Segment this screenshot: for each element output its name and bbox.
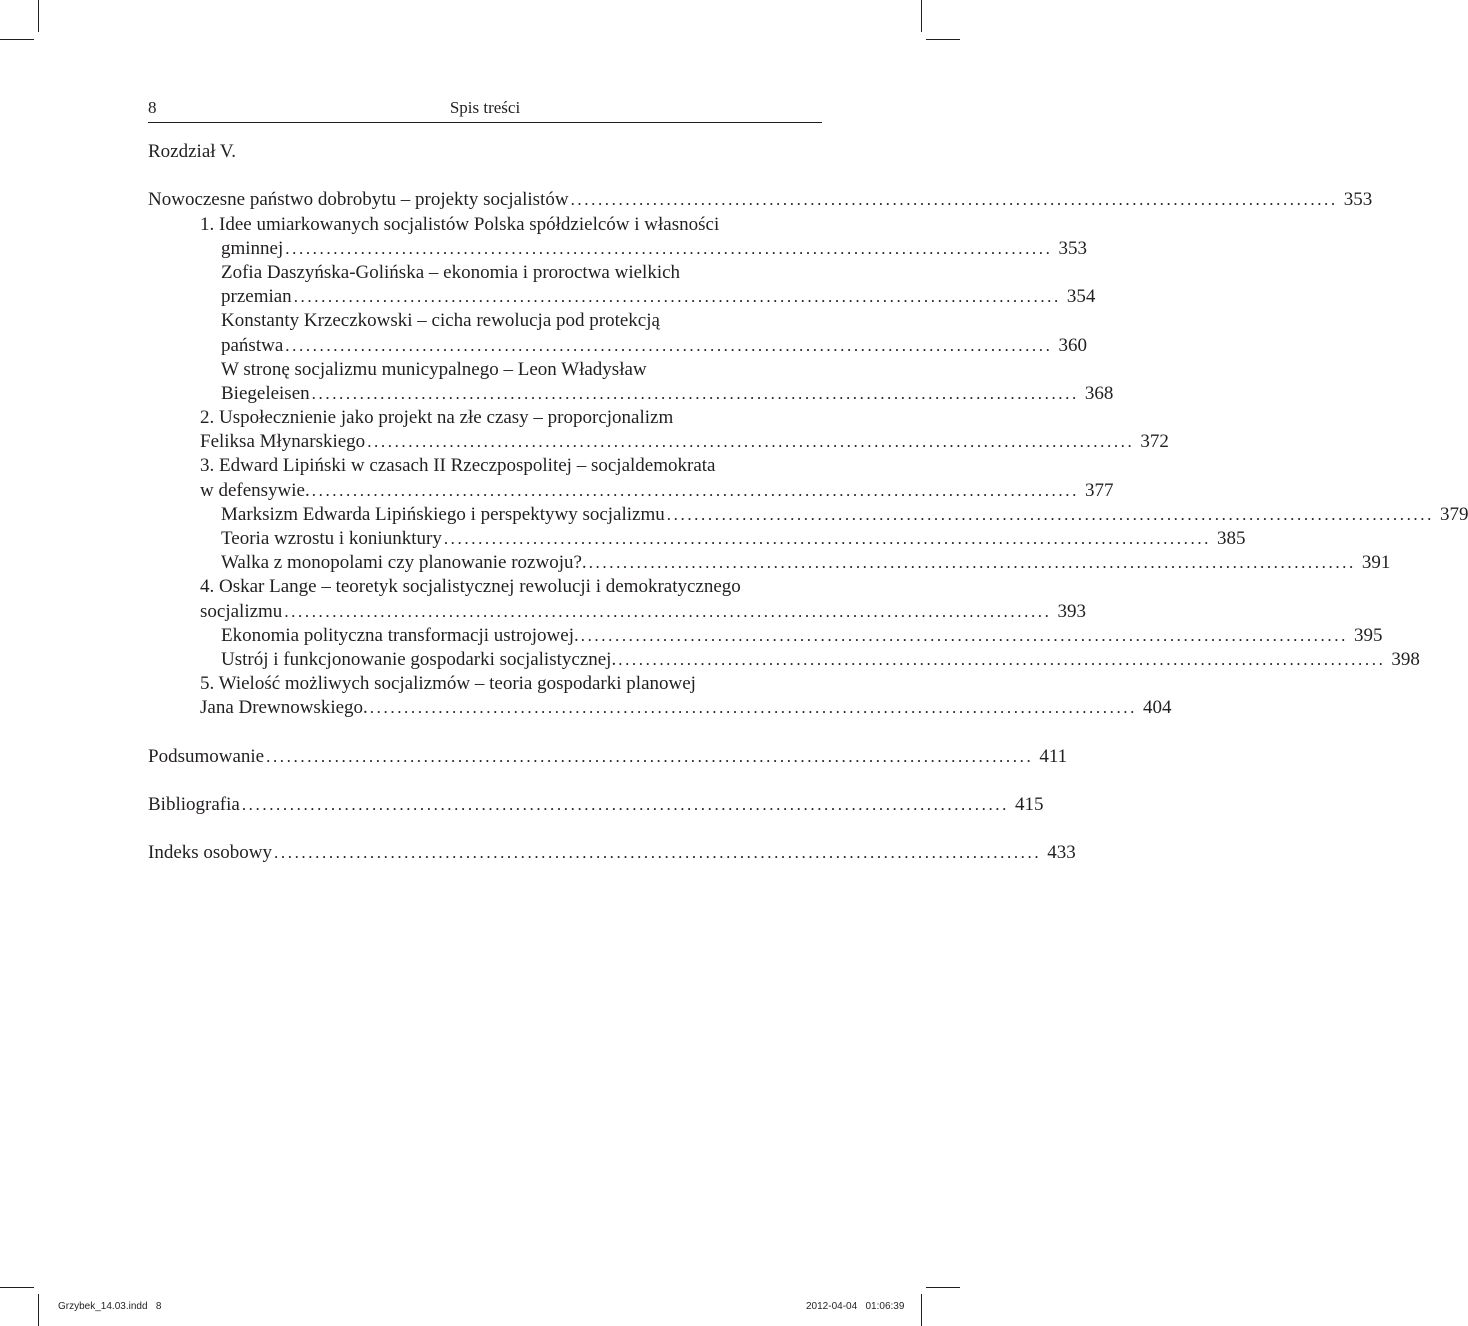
toc-entry-page: 395 (1353, 624, 1383, 646)
crop-mark (921, 1294, 922, 1326)
dot-leader: ................................................................................................................ (570, 190, 1338, 210)
toc-entry-page: 415 (1015, 794, 1044, 816)
table-of-contents (148, 140, 1468, 866)
toc-entry-title: Marksizm Edwarda Lipińskiego i perspektywy socjalizmu (221, 503, 665, 525)
crop-mark (38, 0, 39, 32)
chapter-label: Rozdział V. (148, 141, 236, 162)
dot-leader: ................................................................................................................ (369, 698, 1137, 718)
dot-leader: ................................................................................................................ (293, 287, 1061, 307)
running-title: Spis treści (449, 98, 521, 117)
crop-mark (926, 1287, 960, 1288)
dot-leader: ................................................................................................................ (443, 529, 1212, 548)
toc-entry[interactable] (148, 479, 1114, 503)
toc-entry-line: Konstanty Krzeczkowski – cicha rewolucja pod protekcją (221, 310, 660, 332)
dot-leader: ................................................................................................................ (666, 504, 1434, 524)
dot-leader: ................................................................................................................ (284, 601, 1052, 621)
toc-entry-page: 411 (1039, 745, 1068, 767)
toc-entry-chapter[interactable] (148, 188, 1373, 212)
toc-entry-page: 360 (1058, 334, 1087, 356)
running-header (148, 98, 822, 123)
toc-entry-page: 393 (1057, 600, 1087, 622)
toc-entry[interactable] (148, 648, 1420, 672)
toc-entry-title: państwa (221, 334, 284, 356)
toc-entry-title: Nowoczesne państwo dobrobytu – projekty socjalistów (148, 189, 569, 211)
dot-leader: ................................................................................................................ (588, 553, 1356, 573)
toc-entry-title: Indeks osobowy (148, 842, 273, 864)
toc-entry-line: 1. Idee umiarkowanych socjalistów Polska spółdzielców i własności (200, 213, 720, 235)
toc-entry-title: Feliksa Młynarskiego (200, 431, 366, 453)
toc-entry-page: 377 (1084, 479, 1114, 501)
toc-entry-title: Teoria wzrostu i koniunktury (221, 528, 442, 549)
toc-entry-line: 4. Oskar Lange – teoretyk socjalistycznej rewolucji i demokratycznego (200, 576, 741, 598)
toc-entry-page: 379 (1439, 503, 1468, 525)
toc-entry-page: 353 (1343, 189, 1373, 211)
toc-entry[interactable] (148, 527, 1246, 551)
toc-entry-line: 3. Edward Lipiński w czasach II Rzeczpospolitej – socjaldemokrata (200, 455, 716, 477)
crop-mark (38, 1294, 39, 1326)
toc-entry-page: 391 (1361, 552, 1391, 574)
crop-mark (0, 39, 34, 40)
toc-entry-page: 368 (1084, 382, 1114, 404)
toc-entry[interactable] (148, 551, 1391, 575)
toc-entry-title: Ekonomia polityczna transformacji ustrojowej. (221, 624, 579, 646)
crop-mark (921, 0, 922, 32)
toc-entry-page: 354 (1066, 286, 1096, 308)
toc-entry-page: 433 (1047, 842, 1076, 864)
toc-entry-bibliografia[interactable] (148, 793, 1044, 817)
spacer (148, 817, 822, 841)
dot-leader: ................................................................................................................ (285, 335, 1053, 355)
toc-entry[interactable] (148, 430, 1169, 454)
dot-leader: ................................................................................................................ (285, 238, 1053, 258)
toc-entry[interactable] (148, 624, 1383, 648)
slug-timestamp: 2012-04-04 01:06:39 (806, 1301, 905, 1312)
spacer (148, 164, 822, 188)
toc-entry-line: Zofia Daszyńska-Golińska – ekonomia i proroctwa wielkich (221, 261, 681, 283)
toc-entry-page: 372 (1140, 431, 1169, 453)
toc-entry[interactable] (148, 237, 1087, 261)
toc-entry-title: socjalizmu (200, 600, 283, 622)
toc-entry[interactable] (148, 600, 1087, 624)
toc-entry-title: Podsumowanie (148, 745, 265, 767)
spacer (148, 721, 822, 745)
dot-leader: ................................................................................................................ (274, 843, 1042, 863)
page-number: 8 (148, 98, 157, 117)
toc-entry-title: Biegeleisen (221, 382, 310, 404)
toc-entry[interactable] (148, 503, 1468, 527)
dot-leader: ................................................................................................................ (311, 480, 1079, 500)
toc-entry-title: Walka z monopolami czy planowanie rozwoju?. (221, 552, 587, 574)
toc-entry-line: 2. Uspołecznienie jako projekt na złe czasy – proporcjonalizm (200, 407, 674, 429)
toc-entry-line: 5. Wielość możliwych socjalizmów – teoria gospodarki planowej (200, 673, 696, 695)
dot-leader: ................................................................................................................ (311, 383, 1079, 403)
crop-mark (0, 1287, 34, 1288)
dot-leader: ................................................................................................................ (618, 649, 1386, 669)
dot-leader: ................................................................................................................ (266, 746, 1034, 766)
toc-entry-page: 353 (1058, 237, 1087, 259)
dot-leader: ................................................................................................................ (241, 795, 1010, 815)
toc-entry-line: W stronę socjalizmu municypalnego – Leon Władysław (221, 358, 647, 380)
dot-leader: ................................................................................................................ (580, 625, 1348, 645)
toc-entry-title: Ustrój i funkcjonowanie gospodarki socjalistycznej. (221, 648, 617, 670)
toc-entry-title: gminnej (221, 237, 284, 259)
toc-entry[interactable] (148, 334, 1087, 358)
toc-entry[interactable] (148, 382, 1114, 406)
slug-file: Grzybek_14.03.indd 8 (58, 1301, 162, 1312)
toc-entry-podsumowanie[interactable] (148, 745, 1068, 769)
toc-entry[interactable] (148, 696, 1172, 720)
spacer (148, 769, 822, 793)
crop-mark (926, 39, 960, 40)
toc-entry-title: Jana Drewnowskiego. (200, 697, 368, 719)
toc-entry-page: 404 (1143, 697, 1172, 719)
toc-entry-indeks[interactable] (148, 841, 1076, 865)
toc-entry-title: w defensywie. (200, 479, 310, 501)
toc-entry-title: Bibliografia (148, 794, 240, 816)
toc-entry-page: 398 (1391, 648, 1420, 670)
toc-entry[interactable] (148, 285, 1096, 309)
toc-entry-page: 385 (1217, 528, 1246, 549)
toc-entry-title: przemian (221, 286, 292, 308)
dot-leader: ................................................................................................................ (367, 432, 1135, 452)
